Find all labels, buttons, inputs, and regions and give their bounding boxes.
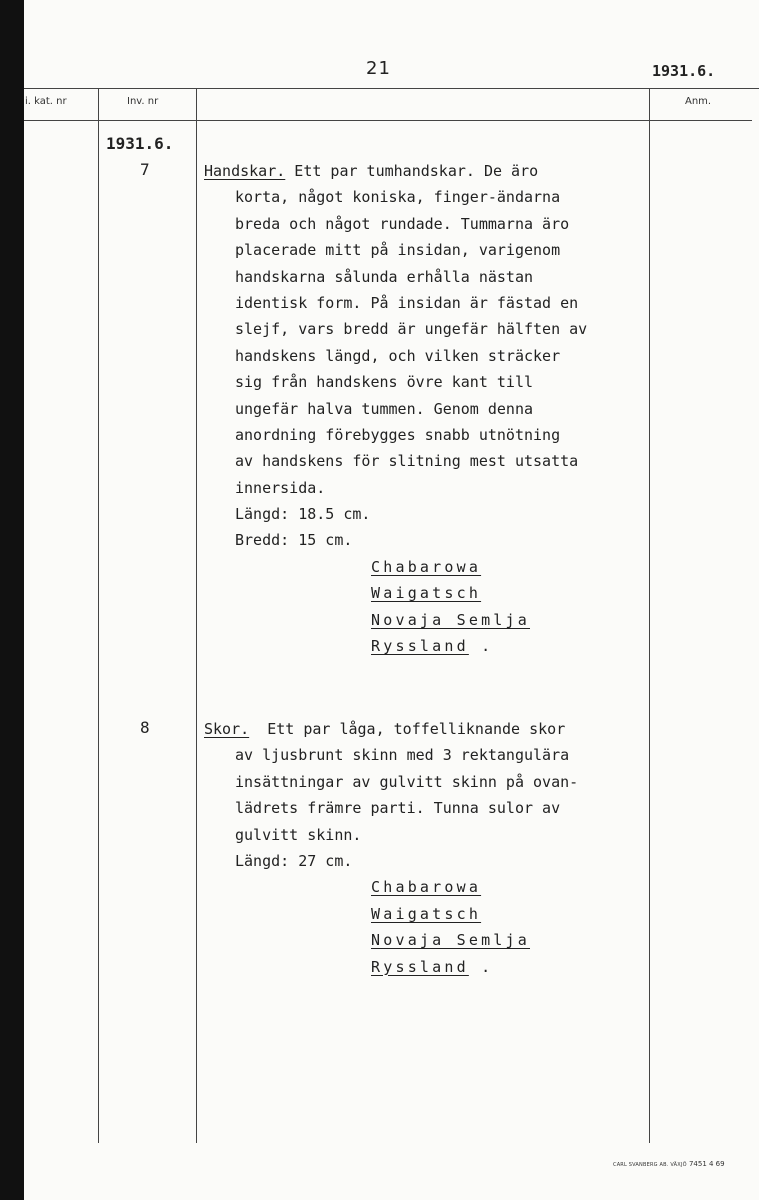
description-line: breda och något rundade. Tummarna äro	[235, 214, 570, 233]
printer-imprint	[613, 1160, 725, 1168]
sheet-id: 1931.6.	[652, 62, 716, 80]
entry-first-line	[204, 158, 644, 184]
description-line: anordning förebygges snabb utnötning	[235, 425, 561, 444]
location-place: Chabarowa	[371, 557, 482, 576]
description-line: sig från handskens övre kant till	[235, 373, 534, 392]
location-line	[204, 580, 644, 606]
inv-number: 8	[140, 718, 150, 737]
description-line: lädrets främre parti. Tunna sulor av	[235, 799, 561, 818]
location-region: Novaja Semlja	[371, 610, 530, 629]
description-line: gulvitt skinn.	[235, 825, 362, 844]
description-line: insättningar av gulvitt skinn på ovan-	[235, 772, 579, 791]
col-header-anm: Anm.	[685, 96, 712, 107]
location-line	[204, 954, 644, 980]
form-code: 7451 4 69	[688, 1160, 725, 1168]
col-header-inv: Inv. nr	[127, 96, 159, 107]
catalog-entry	[204, 716, 644, 980]
entry-title: Handskar.	[204, 162, 286, 180]
description-line: av handskens för slitning mest utsatta	[235, 452, 579, 471]
entry-first-line	[204, 716, 644, 742]
entry-first-line-text: Ett par låga, toffelliknande skor	[249, 720, 566, 738]
col-header-kat: i. kat. nr	[25, 96, 67, 107]
location-island: Waigatsch	[371, 904, 482, 923]
inv-number: 7	[140, 160, 150, 179]
description-line: placerade mitt på insidan, varigenom	[235, 241, 561, 260]
entry-title: Skor.	[204, 720, 250, 738]
location-country: Ryssland	[371, 957, 469, 976]
location-line	[204, 927, 644, 953]
column-rule-2	[196, 88, 197, 1143]
location-line	[204, 554, 644, 580]
location-place: Chabarowa	[371, 878, 482, 897]
entry-first-line-text: Ett par tumhandskar. De äro	[285, 162, 539, 180]
location-line	[204, 874, 644, 900]
catalog-entry	[204, 158, 644, 659]
header-bottom-rule	[24, 120, 752, 121]
description-line: av ljusbrunt skinn med 3 rektangulära	[235, 746, 570, 765]
description-line: slejf, vars bredd är ungefär hälften av	[235, 320, 588, 339]
inv-batch: 1931.6.	[106, 134, 174, 153]
location-line	[204, 901, 644, 927]
printer-name: CARL SVANBERG AB. VÄXJÖ	[613, 1162, 687, 1168]
measurement-width: Bredd: 15 cm.	[235, 531, 353, 550]
column-rule-3	[649, 88, 650, 1143]
location-region: Novaja Semlja	[371, 931, 530, 950]
description-line: handskarna sålunda erhålla nästan	[235, 267, 534, 286]
column-rule-1	[98, 88, 99, 1143]
location-line	[204, 607, 644, 633]
location-period: .	[481, 957, 494, 976]
location-period: .	[481, 637, 494, 656]
measurement-length: Längd: 18.5 cm.	[235, 505, 371, 524]
description-line: handskens längd, och vilken sträcker	[235, 346, 561, 365]
page-number: 21	[366, 58, 391, 79]
location-country: Ryssland	[371, 637, 469, 656]
description-line: innersida.	[235, 478, 326, 497]
location-line	[204, 633, 644, 659]
location-island: Waigatsch	[371, 584, 482, 603]
measurement-length: Längd: 27 cm.	[235, 851, 353, 870]
description-line: identisk form. På insidan är fästad en	[235, 293, 579, 312]
description-line: ungefär halva tummen. Genom denna	[235, 399, 534, 418]
scan-edge	[0, 0, 24, 1200]
description-line: korta, något koniska, finger-ändarna	[235, 188, 561, 207]
